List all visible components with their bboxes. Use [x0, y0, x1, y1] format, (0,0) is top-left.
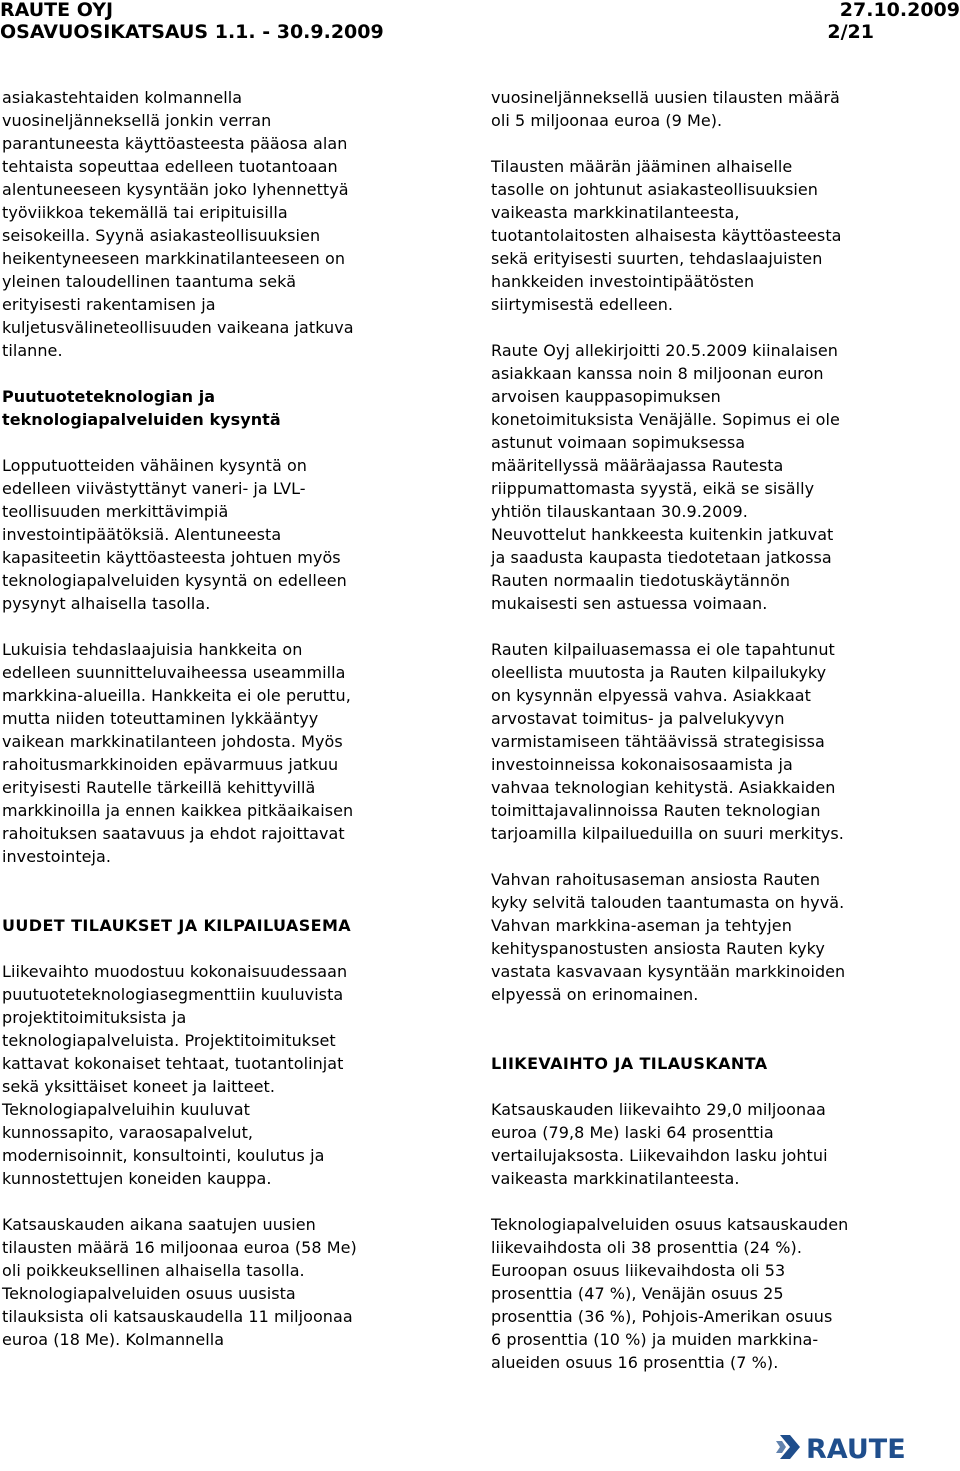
- report-date: 27.10.2009: [839, 0, 960, 21]
- raute-logo-icon: [776, 1427, 916, 1467]
- paragraph: Teknologiapalveluiden osuus katsauskauden liikevaihdosta oli 38 prosenttia (24 %). Euroopan osuus liikevaihdosta oli 53 prosenttia (47 %), Venäjän osuus 25 prosenttia (36 %), Pohjois-Amerikan osuus 6 prosenttia (10 %) ja muiden markkina- alueiden osuus 16 prosenttia (7 %).: [491, 1215, 849, 1372]
- section-heading: LIIKEVAIHTO JA TILAUSKANTA: [491, 1054, 768, 1073]
- paragraph: Raute Oyj allekirjoitti 20.5.2009 kiinalaisen asiakkaan kanssa noin 8 miljoonan euron arvoisen kauppasopimuksen konetoimituksista Venäjälle. Sopimus ei ole astunut voimaan sopimuksessa määritellyssä määräajassa Rautesta riippumattomasta syystä, eikä se sisälly yhtiön tilauskantaan 30.9.2009. Neuvottelut hankkeesta kuitenkin jatkuvat ja saadusta kaupasta tiedotetaan jatkossa Rauten normaalin tiedotuskäytännön mukaisesti sen astuessa voimaan.: [491, 341, 840, 613]
- paragraph: vuosineljänneksellä uusien tilausten määrä oli 5 miljoonaa euroa (9 Me).: [491, 88, 840, 130]
- paragraph: Katsauskauden aikana saatujen uusien tilausten määrä 16 miljoonaa euroa (58 Me) oli poikkeuksellinen alhaisella tasolla. Teknologiapalveluiden osuus uusista tilauksista oli katsauskaudella 11 miljoonaa euroa (18 Me). Kolmannella: [2, 1215, 357, 1349]
- logo-emblem: [776, 1435, 800, 1459]
- page-header: [0, 0, 960, 46]
- company-name: RAUTE OYJ: [0, 0, 114, 21]
- left-column: [2, 86, 442, 1351]
- paragraph: Vahvan rahoitusaseman ansiosta Rauten kyky selvitä talouden taantumasta on hyvä. Vahvan markkina-aseman ja tehtyjen kehityspanostusten ansiosta Rauten kyky vastata kasvavaan kysyntään markkinoiden elpyessä on erinomainen.: [491, 870, 846, 1004]
- paragraph: Liikevaihto muodostuu kokonaisuudessaan puutuoteteknologiasegmenttiin kuuluvista projektitoimituksista ja teknologiapalveluista. Projektitoimitukset kattavat kokonaiset tehtaat, tuotantolinjat sekä yksittäiset koneet ja laitteet. Teknologiapalveluihin kuuluvat kunnossapito, varaosapalvelut, modernisoinnit, konsultointi, koulutus ja kunnostettujen koneiden kauppa.: [2, 962, 348, 1188]
- paragraph: Rauten kilpailuasemassa ei ole tapahtunut oleellista muutosta ja Rauten kilpailukyky on kysynnän elpyessä vahva. Asiakkaat arvostavat toimitus- ja palvelukyvyn varmistamiseen tähtäävissä strategisissa investoinneissa kokonaisosaamista ja vahvaa teknologian kehitystä. Asiakkaiden toimittajavalinnoissa Rauten teknologian tarjoamilla kilpailueduilla on suuri merkitys.: [491, 640, 844, 843]
- right-column: [491, 86, 931, 1374]
- report-title: OSAVUOSIKATSAUS 1.1. - 30.9.2009: [0, 21, 384, 43]
- paragraph: Lukuisia tehdaslaajuisia hankkeita on edelleen suunnitteluvaiheessa useammilla markkina-alueilla. Hankkeita ei ole peruttu, mutta niiden toteuttaminen lykkääntyy vaikean markkinatilanteen johdosta. Myös rahoitusmarkkinoiden epävarmuus jatkuu erityisesti Rautelle tärkeillä kehittyvillä markkinoilla ja ennen kaikkea pitkäaikaisen rahoituksen saatavuus ja ehdot rajoittavat investointeja.: [2, 640, 354, 866]
- page-number: 2/21: [827, 21, 874, 43]
- paragraph: Lopputuotteiden vähäinen kysyntä on edelleen viivästyttänyt vaneri- ja LVL- teollisuuden merkittävimpiä investointipäätöksiä. Alentuneesta kapasiteetin käyttöasteesta johtuen myös teknologiapalveluiden kysyntä on edelleen pysynyt alhaisella tasolla.: [2, 456, 347, 613]
- paragraph: Katsauskauden liikevaihto 29,0 miljoonaa euroa (79,8 Me) laski 64 prosenttia vertailujaksosta. Liikevaihdon lasku johtui vaikeasta markkinatilanteesta.: [491, 1100, 828, 1188]
- section-heading: UUDET TILAUKSET JA KILPAILUASEMA: [2, 916, 352, 935]
- paragraph: asiakastehtaiden kolmannella vuosineljänneksellä jonkin verran parantuneesta käyttöasteesta pääosa alan tehtaista sopeuttaa edelleen tuotantoaan alentuneeseen kysyntään joko lyhennettyä työviikkoa tekemällä tai eripituisilla seisokeilla. Syynä asiakasteollisuuksien heikentyneeseen markkinatilanteeseen on yleinen taloudellinen taantuma sekä erityisesti rakentamisen ja kuljetusvälineteollisuuden vaikeana jatkuva tilanne.: [2, 88, 354, 360]
- logo-wordmark: RAUTE: [806, 1434, 906, 1465]
- raute-logo: [776, 1427, 916, 1467]
- subheading: Puutuoteteknologian ja teknologiapalveluiden kysyntä: [2, 387, 281, 429]
- paragraph: Tilausten määrän jääminen alhaiselle tasolle on johtunut asiakasteollisuuksien vaikeasta markkinatilanteesta, tuotantolaitosten alhaisesta käyttöasteesta sekä erityisesti suurten, tehdaslaajuisten hankkeiden investointipäätösten siirtymisestä edelleen.: [491, 157, 842, 314]
